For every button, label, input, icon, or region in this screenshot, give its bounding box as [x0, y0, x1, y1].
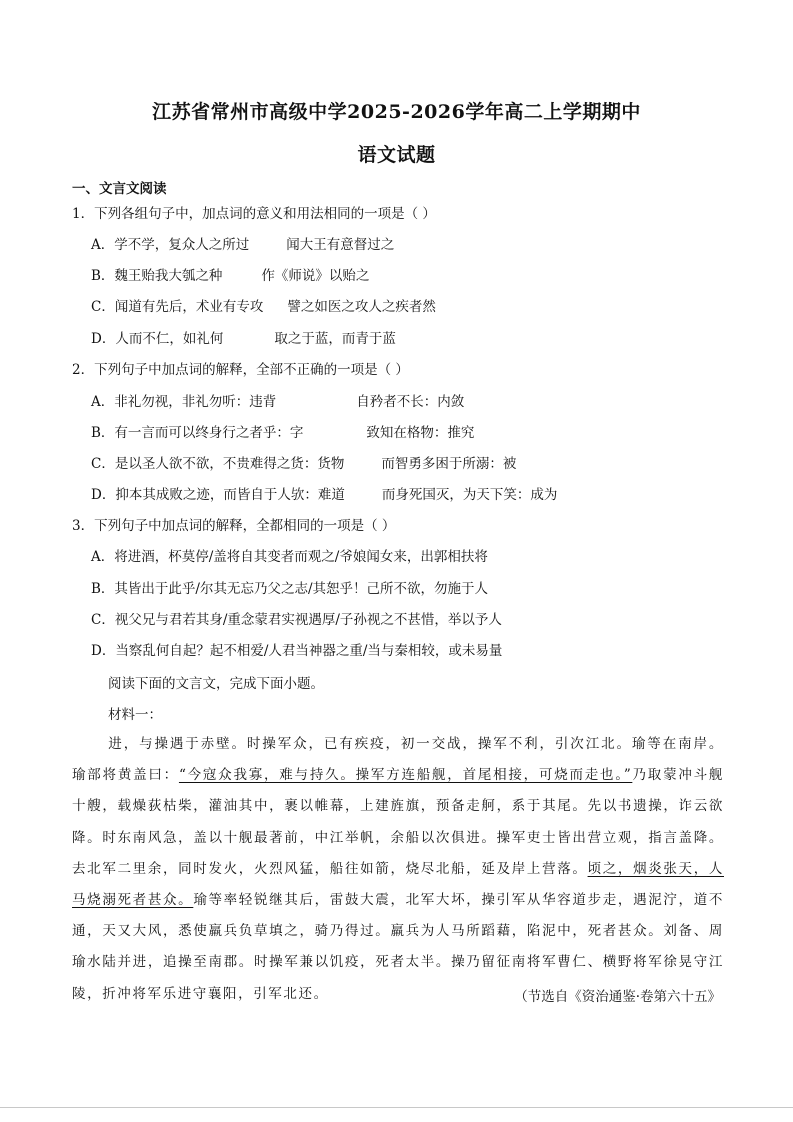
passage-source: （节选自《资治通鉴·卷第六十五》 — [514, 989, 721, 1005]
option-left: C．闻道有先后，术业有专攻 — [91, 299, 264, 315]
option-left: D．人而不仁，如礼何 — [91, 331, 224, 347]
question-3-option-d: D．当察乱何自起？起不相爱/人君当神器之重/当与秦相较，或未易量 — [91, 643, 503, 659]
passage-part-3: 瑜等率轻锐继其后，雷鼓大震，北军大坏，操引军从华容道步走，遇泥泞，道不通，天又大风，悉使羸兵负草填之，骑乃得过。羸兵为人马所蹈藉，陷泥中，死者甚众。刘备、周瑜水陆并进，追操至南郡。时操军兼以饥疫，死者太半。操乃留征南将军曹仁、横野将军徐晃守江陵，折冲将军乐进守襄阳，引军北还。 — [72, 892, 724, 1002]
option-left: B．有一言而可以终身行之者乎：字 — [91, 425, 304, 441]
option-left: D．抑本其成败之迹，而皆自于人欤：难道 — [91, 487, 345, 503]
material-label: 材料一： — [108, 707, 162, 723]
section-heading: 一、文言文阅读 — [72, 181, 167, 197]
question-2-option-a — [91, 393, 464, 411]
passage-part-1: 进，与操遇于赤壁。时操军众，已有疾疫，初一交战，操军不利，引次江北。瑜等在南岸。瑜部将黄盖曰： — [72, 736, 724, 784]
question-3-option-b: B．其皆出于此乎/尔其无忘乃父之志/其恕乎！己所不欲，勿施于人 — [91, 581, 489, 597]
option-right: 闻大王有意督过之 — [286, 237, 395, 253]
option-right: 作《师说》以贻之 — [261, 268, 370, 284]
question-1-option-c — [91, 298, 436, 316]
option-right: 自矜者不长：内敛 — [356, 394, 465, 410]
material-passage — [72, 729, 724, 1010]
question-1-stem: 1．下列各组句子中，加点词的意义和用法相同的一项是（ ） — [72, 206, 436, 222]
question-2-stem: 2．下列句子中加点词的解释，全部不正确的一项是（ ） — [72, 362, 409, 378]
reading-intro: 阅读下面的文言文，完成下面小题。 — [108, 676, 324, 692]
option-right: 致知在格物：推究 — [366, 425, 475, 441]
question-2-option-b — [91, 424, 474, 442]
question-2-option-d — [91, 486, 557, 504]
question-2-option-c — [91, 455, 516, 473]
option-left: A．学不学，复众人之所过 — [91, 237, 250, 253]
passage-underlined-1: “今寇众我寡，难与持久。操军方连船舰，首尾相接，可烧而走也。” — [178, 767, 633, 784]
option-right: 而身死国灭，为天下笑：成为 — [381, 487, 558, 503]
exam-subtitle: 语文试题 — [357, 144, 436, 166]
option-left: A．非礼勿视，非礼勿听：违背 — [91, 394, 277, 410]
exam-title: 江苏省常州市高级中学2025-2026学年高二上学期期中 — [152, 101, 641, 123]
question-3-option-a: A．将进酒，杯莫停/盖将自其变者而观之/爷娘闻女来，出郭相扶将 — [91, 549, 488, 565]
passage-underlined-2: 顷之，烟炎张天，人马烧溺死者甚众。 — [72, 860, 724, 909]
option-right: 譬之如医之攻人之疾者然 — [287, 299, 436, 315]
option-left: C．是以圣人欲不欲，不贵难得之货：货物 — [91, 456, 345, 472]
option-right: 取之于蓝，而青于蓝 — [274, 331, 396, 347]
page-bottom-divider — [0, 1107, 793, 1108]
option-left: B．魏王贻我大瓠之种 — [91, 268, 223, 284]
question-3-stem: 3．下列句子中加点词的解释，全都相同的一项是（ ） — [72, 518, 396, 534]
question-1-option-b — [91, 267, 369, 285]
question-1-option-a — [91, 236, 394, 254]
question-3-option-c: C．视父兄与君若其身/重念蒙君实视遇厚/子孙视之不甚惜，举以予人 — [91, 612, 502, 628]
option-right: 而智勇多困于所溺：被 — [381, 456, 517, 472]
question-1-option-d — [91, 330, 396, 348]
passage-part-2: 乃取蒙冲斗舰十艘，载燥荻枯柴，灌油其中，裹以帷幕，上建旌旗，预备走舸，系于其尾。先以书遗操，诈云欲降。时东南风急，盖以十舰最著前，中江举帆，余船以次俱进。操军吏士皆出营立观，指言盖降。去北军二里余，同时发火，火烈风猛，船往如箭，烧尽北船，延及岸上营落。 — [72, 767, 724, 877]
